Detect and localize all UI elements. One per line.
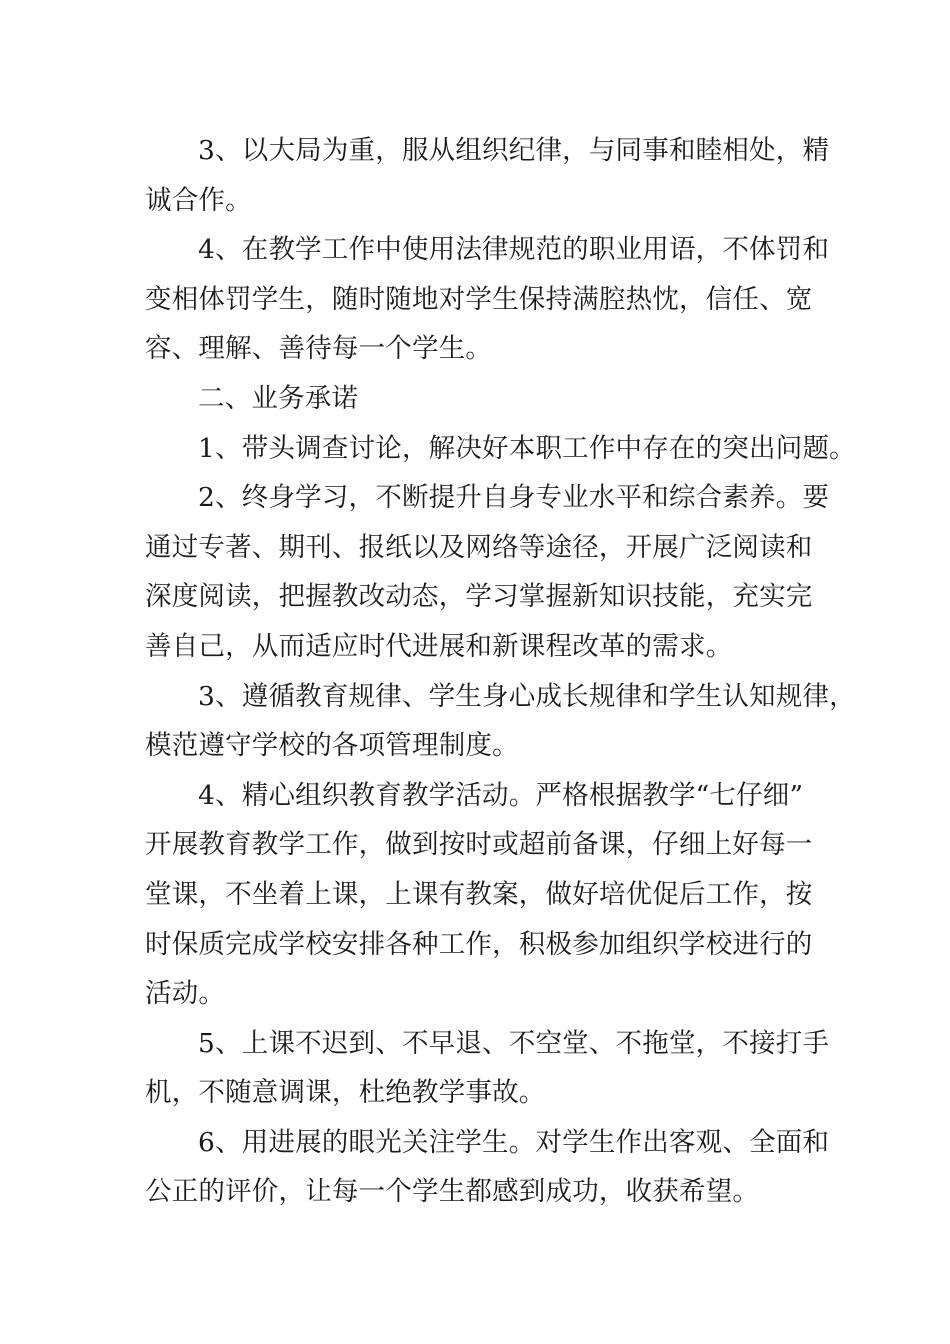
text-line: 机，不随意调课，杜绝教学事故。 xyxy=(145,1077,546,1109)
text-line: 3、遵循教育规律、学生身心成长规律和学生认知规律， xyxy=(198,680,856,712)
heading-text: 二、业务承诺 xyxy=(198,382,359,414)
paragraph-item-3-rules xyxy=(145,672,856,771)
text-line: 堂课，不坐着上课，上课有教案，做好培优促后工作，按 xyxy=(145,878,813,910)
text-line: 通过专著、期刊、报纸以及网络等途径，开展广泛阅读和 xyxy=(145,531,813,563)
paragraph-item-6-evaluation xyxy=(145,1118,830,1217)
text-line: 3、以大局为重，服从组织纪律，与同事和睦相处，精 xyxy=(198,135,830,166)
paragraph-item-5-punctuality xyxy=(145,1019,830,1118)
text-line: 时保质完成学校安排各种工作，积极参加组织学校进行的 xyxy=(145,928,813,960)
document-body xyxy=(145,126,856,1217)
paragraph-item-4-language xyxy=(145,225,830,374)
text-line: 1、带头调查讨论，解决好本职工作中存在的突出问题。 xyxy=(198,432,856,464)
text-line: 诚合作。 xyxy=(145,184,252,216)
text-line: 4、在教学工作中使用法律规范的职业用语，不体罚和 xyxy=(198,234,830,266)
text-line: 活动。 xyxy=(145,978,226,1010)
paragraph-item-1-research xyxy=(145,424,856,474)
paragraph-item-4-teaching xyxy=(145,771,813,1019)
section-heading-business-commitment xyxy=(145,374,810,424)
paragraph-item-3-unity xyxy=(145,126,830,225)
text-line: 深度阅读，把握教改动态，学习掌握新知识技能，充实完 xyxy=(145,581,813,613)
text-line: 善自己，从而适应时代进展和新课程改革的需求。 xyxy=(145,630,733,662)
text-line: 5、上课不迟到、不早退、不空堂、不拖堂，不接打手 xyxy=(198,1027,830,1059)
text-line: 2、终身学习，不断提升自身专业水平和综合素养。要 xyxy=(198,482,830,514)
text-line: 模范遵守学校的各项管理制度。 xyxy=(145,730,519,762)
text-line: 4、精心组织教育教学活动。严格根据教学“七仔细” xyxy=(198,779,804,811)
text-line: 开展教育教学工作，做到按时或超前备课，仔细上好每一 xyxy=(145,829,813,861)
text-line: 容、理解、善待每一个学生。 xyxy=(145,333,493,365)
text-line: 6、用进展的眼光关注学生。对学生作出客观、全面和 xyxy=(198,1126,830,1158)
text-line: 变相体罚学生，随时随地对学生保持满腔热忱，信任、宽 xyxy=(145,283,813,315)
text-line: 公正的评价，让每一个学生都感到成功，收获希望。 xyxy=(145,1176,760,1208)
paragraph-item-2-learning xyxy=(145,473,830,671)
